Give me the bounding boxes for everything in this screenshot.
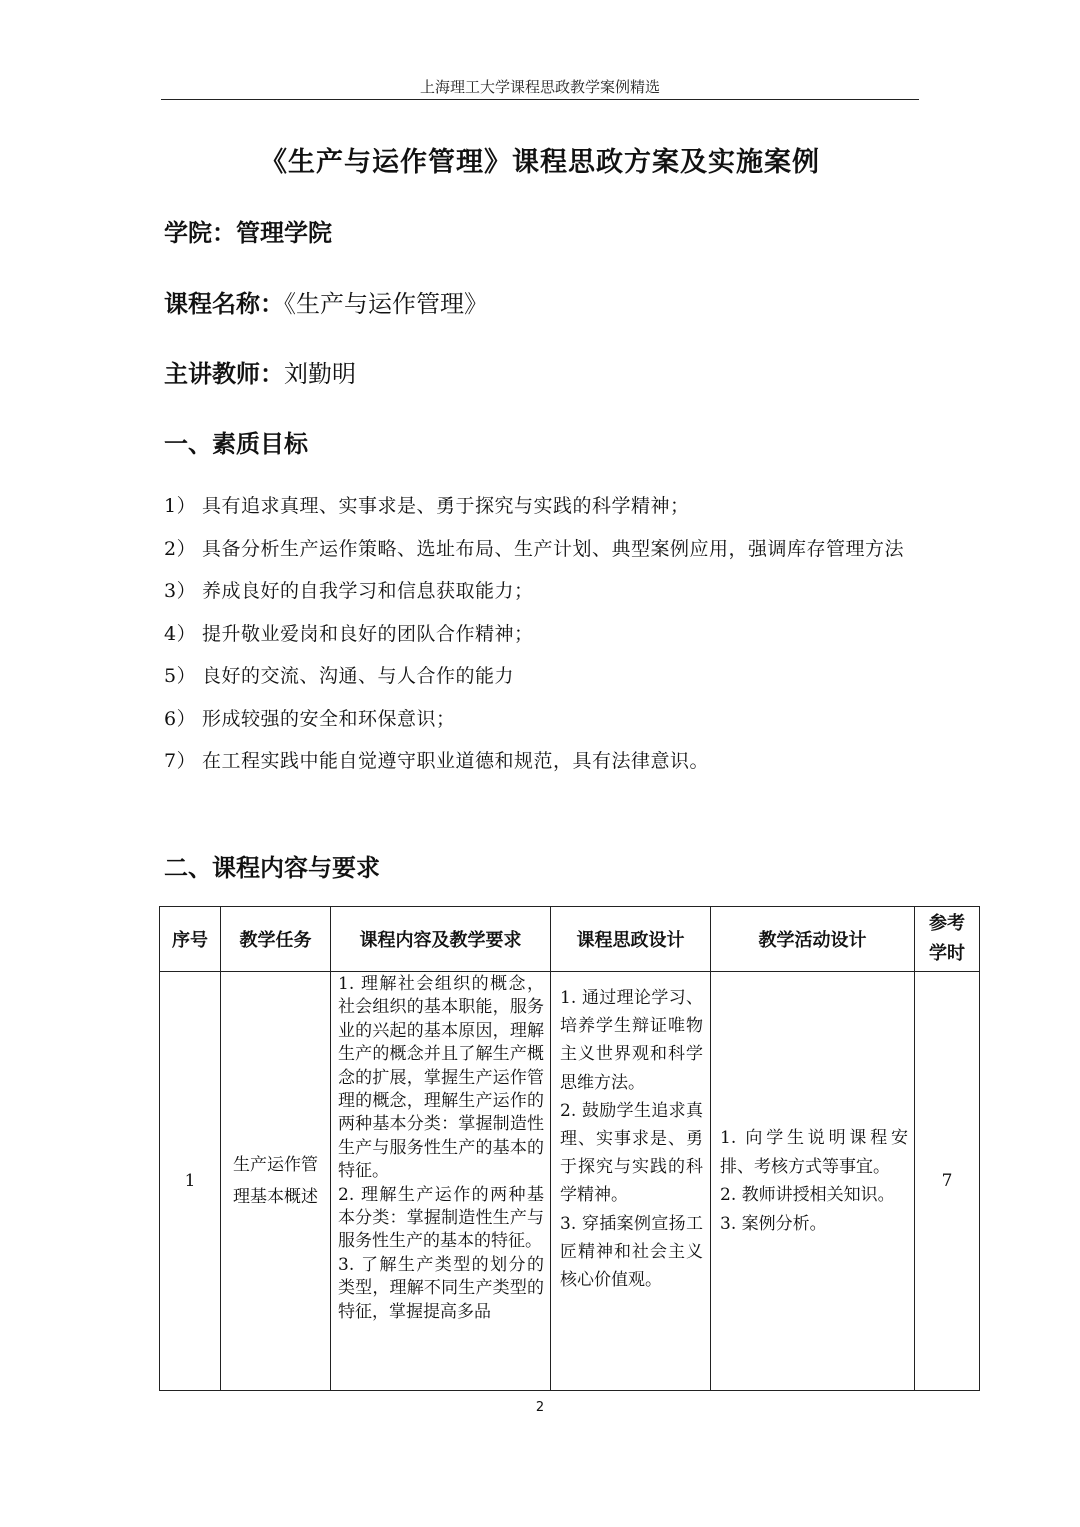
- row-content-cell: [331, 972, 551, 1391]
- goal-number: 4）: [164, 622, 197, 645]
- course-content-table: [159, 906, 980, 1391]
- meta-college-key: 学院：: [164, 219, 236, 247]
- ideology-paragraph: 2. 鼓励学生追求真理、实事求是、勇于探究与实践的科学精神。: [560, 1100, 703, 1206]
- meta-teacher-key: 主讲教师：: [164, 360, 284, 388]
- content-paragraph: 2. 理解生产运作的两种基本分类：掌握制造性生产与服务性生产的基本的特征。: [338, 1184, 544, 1252]
- goal-number: 3）: [164, 580, 197, 602]
- goal-number: 6）: [164, 707, 197, 730]
- meta-teacher-value: 刘勤明: [284, 360, 356, 388]
- row-content: [331, 972, 550, 1390]
- goal-text: 养成良好的自我学习和信息获取能力；: [202, 580, 534, 602]
- row-activity-cell: [711, 972, 915, 1391]
- meta-college: [164, 213, 332, 248]
- col-header-number: 序号: [160, 907, 221, 972]
- col-header-hours-text: 参考学时: [929, 913, 965, 964]
- goal-list: [164, 485, 924, 783]
- section-heading-goals: 一、素质目标: [164, 430, 308, 458]
- activity-paragraph: 2. 教师讲授相关知识。: [720, 1185, 895, 1205]
- row-ideology-cell: [551, 972, 711, 1391]
- goal-text: 提升敬业爱岗和良好的团队合作精神；: [202, 622, 534, 645]
- row-task-cell: [221, 972, 331, 1391]
- running-header: 上海理工大学课程思政教学案例精选: [419, 78, 660, 96]
- row-number: 1: [160, 972, 221, 1391]
- goal-text: 良好的交流、沟通、与人合作的能力: [202, 665, 515, 687]
- goal-item: [164, 655, 924, 698]
- ideology-paragraph: 3. 穿插案例宣扬工匠精神和社会主义核心价值观。: [560, 1213, 703, 1291]
- col-header-ideology: 课程思政设计: [551, 907, 711, 972]
- row-hours: 7: [915, 972, 980, 1391]
- goal-item: [164, 570, 924, 613]
- document-title: 《生产与运作管理》课程思政方案及实施案例: [260, 147, 820, 178]
- goal-item: [164, 485, 924, 528]
- goal-item: [164, 698, 924, 741]
- meta-college-value: 管理学院: [236, 219, 332, 247]
- col-header-activity: 教学活动设计: [711, 907, 915, 972]
- goal-text: 具有追求真理、实事求是、勇于探究与实践的科学精神；: [202, 495, 690, 517]
- meta-teacher: [164, 354, 356, 389]
- row-task: 生产运作管理基本概述: [233, 1155, 318, 1207]
- meta-course-name-key: 课程名称：: [164, 290, 284, 318]
- goal-item: [164, 740, 924, 783]
- table-row: [160, 972, 980, 1391]
- goal-number: 2）: [164, 537, 197, 560]
- row-ideology: [551, 972, 710, 1294]
- page-number: 2: [535, 1400, 545, 1415]
- ideology-paragraph: 1. 通过理论学习、培养学生辩证唯物主义世界观和科学思维方法。: [560, 988, 703, 1093]
- goal-number: 5）: [164, 665, 197, 687]
- goal-number: 7）: [164, 750, 197, 772]
- header-rule: [161, 99, 919, 100]
- goal-text: 具备分析生产运作策略、选址布局、生产计划、典型案例应用，强调库存管理方法: [202, 537, 905, 560]
- activity-paragraph: 3. 案例分析。: [720, 1213, 827, 1234]
- col-header-content: 课程内容及教学要求: [331, 907, 551, 972]
- col-header-hours: [915, 907, 980, 972]
- content-paragraph: 3. 了解生产类型的划分的类型，理解不同生产类型的特征，掌握提高多品: [338, 1254, 544, 1322]
- goal-item: [164, 528, 924, 571]
- content-paragraph: 1. 理解社会组织的概念，社会组织的基本职能，服务业的兴起的基本原因，理解生产的概念并且了解生产概念的扩展，掌握生产运作管理的概念，理解生产运作的两种基本分类：掌握制造性生产与服务性生产的基本的特征。: [338, 974, 544, 1182]
- goal-text: 形成较强的安全和环保意识；: [202, 707, 456, 730]
- section-heading-content: 二、课程内容与要求: [164, 854, 380, 882]
- goal-number: 1）: [164, 495, 197, 517]
- meta-course-name: [164, 284, 488, 319]
- goal-text: 在工程实践中能自觉遵守职业道德和规范，具有法律意识。: [202, 750, 710, 772]
- row-activity: [711, 1124, 914, 1238]
- table-header-row: [160, 907, 980, 972]
- col-header-task: 教学任务: [221, 907, 331, 972]
- activity-paragraph: 1. 向学生说明课程安排、考核方式等事宜。: [720, 1128, 908, 1177]
- goal-item: [164, 613, 924, 656]
- meta-course-name-value: 《生产与运作管理》: [284, 290, 488, 318]
